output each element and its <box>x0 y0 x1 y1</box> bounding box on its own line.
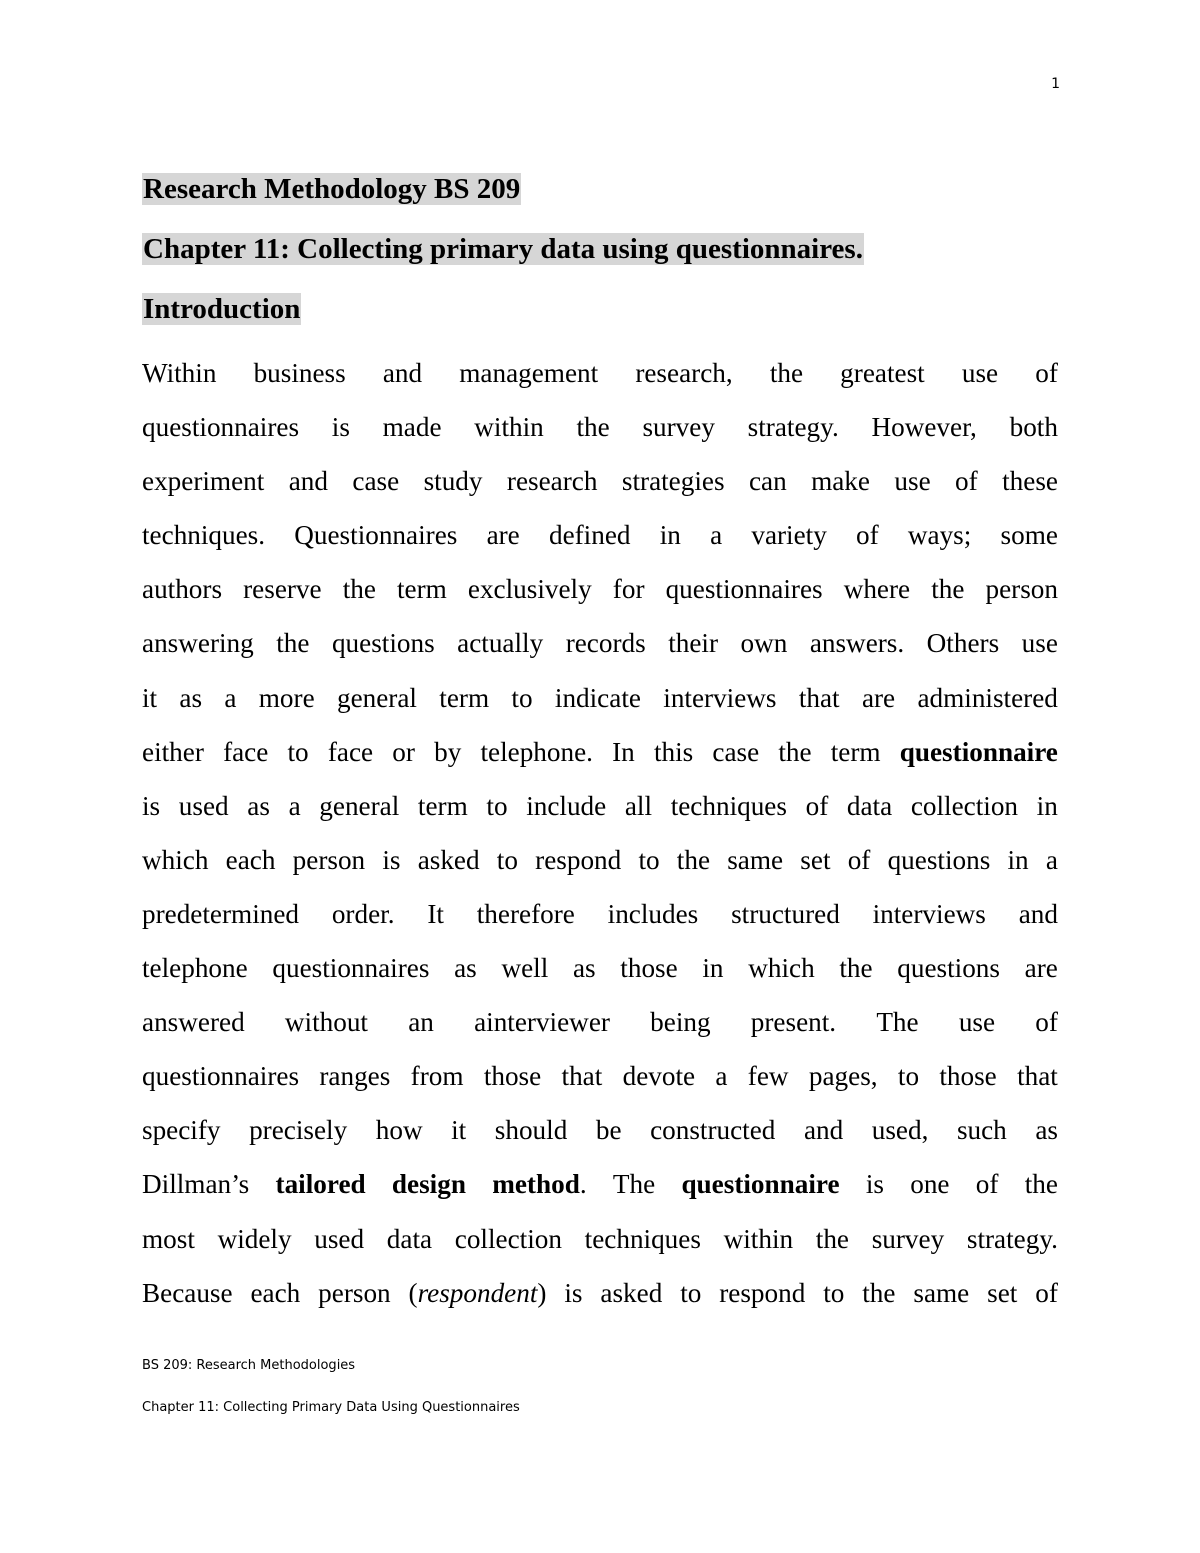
word: use <box>894 466 931 497</box>
word: experiment <box>142 466 265 497</box>
word: respond <box>719 1277 806 1308</box>
word: and <box>288 466 328 497</box>
word: However, <box>871 412 977 443</box>
word: by <box>434 736 462 767</box>
word: person <box>985 574 1058 605</box>
word: should <box>494 1115 568 1146</box>
word: collection <box>910 790 1019 821</box>
word: of <box>847 844 871 875</box>
word: use <box>1021 628 1058 659</box>
paragraph-line <box>142 562 1058 616</box>
word: Dillman’s <box>142 1169 250 1200</box>
word: administered <box>917 682 1058 713</box>
word: made <box>382 412 442 443</box>
word: interviews <box>663 682 777 713</box>
word: structured <box>731 898 840 929</box>
word: used <box>178 790 229 821</box>
course-heading <box>142 166 1058 212</box>
word: set <box>800 844 831 875</box>
word: term <box>830 736 881 767</box>
paragraph-line <box>142 1212 1058 1266</box>
word: face <box>223 736 269 767</box>
word: be <box>595 1115 622 1146</box>
paragraph-line <box>142 1266 1058 1320</box>
word: this <box>653 736 694 767</box>
word: to <box>486 790 508 821</box>
word: indicate <box>554 682 641 713</box>
paragraph-line <box>142 995 1058 1049</box>
word: survey <box>642 412 715 443</box>
word: In <box>612 736 635 767</box>
page-number: 1 <box>1051 76 1060 92</box>
word: that <box>561 1061 603 1092</box>
word: some <box>1000 520 1058 551</box>
word: a <box>224 682 237 713</box>
word: as <box>572 953 596 984</box>
word: asked <box>417 844 480 875</box>
word: such <box>956 1115 1007 1146</box>
word: those <box>939 1061 997 1092</box>
word: ainterviewer <box>474 1007 610 1038</box>
word: collection <box>454 1223 562 1254</box>
paragraph-line <box>142 454 1058 508</box>
word: questionnaires <box>142 412 300 443</box>
word: the <box>815 1223 849 1254</box>
word: survey <box>871 1223 945 1254</box>
word: It <box>427 898 444 929</box>
word: being <box>650 1007 711 1038</box>
section-title: Introduction <box>143 293 301 325</box>
word: the <box>276 628 310 659</box>
word: to <box>638 844 660 875</box>
word: questionnaire <box>681 1169 840 1200</box>
word: set <box>987 1277 1018 1308</box>
word: constructed <box>650 1115 776 1146</box>
word: where <box>843 574 911 605</box>
word: to <box>287 736 309 767</box>
word: in <box>1036 790 1058 821</box>
paragraph-line <box>142 887 1058 941</box>
word: telephone. <box>480 736 593 767</box>
word: predetermined <box>142 898 300 929</box>
word: or <box>392 736 415 767</box>
word: more <box>258 682 315 713</box>
word: the <box>839 953 873 984</box>
word: these <box>1002 466 1058 497</box>
paragraph-line <box>142 1157 1058 1211</box>
paragraph-line <box>142 671 1058 725</box>
word: telephone <box>142 953 248 984</box>
word: a <box>715 1061 728 1092</box>
word: of <box>975 1169 999 1200</box>
word: those <box>483 1061 542 1092</box>
word: both <box>1009 412 1058 443</box>
word: Others <box>926 628 1000 659</box>
footer-course: BS 209: Research Methodologies <box>142 1358 356 1373</box>
word: which <box>748 953 815 984</box>
word: that <box>798 682 840 713</box>
word: of <box>856 520 879 551</box>
word: all <box>624 790 653 821</box>
word: their <box>668 628 719 659</box>
word: of <box>1035 358 1058 388</box>
word: research <box>506 466 598 497</box>
word: The <box>612 1169 656 1200</box>
word: study <box>423 466 483 497</box>
word: a <box>288 790 301 821</box>
word: as <box>179 682 203 713</box>
word: to <box>897 1061 920 1092</box>
document-body <box>142 166 1058 1320</box>
word: (respondent) <box>408 1277 547 1308</box>
word: to <box>496 844 518 875</box>
word: techniques <box>670 790 787 821</box>
paragraph-line <box>142 508 1058 562</box>
word: that <box>1017 1061 1058 1092</box>
word: Because <box>142 1277 233 1308</box>
word: data <box>386 1223 433 1254</box>
word: each <box>225 844 276 875</box>
word: as <box>454 953 477 984</box>
word: the <box>576 412 610 443</box>
chapter-title: Chapter 11: Collecting primary data using questionnaires. <box>143 233 863 265</box>
word: the <box>931 574 965 605</box>
word: present. <box>750 1007 837 1038</box>
word: exclusively <box>467 574 592 605</box>
word: of <box>1035 1277 1058 1308</box>
word: a <box>710 520 723 551</box>
course-title: Research Methodology BS 209 <box>143 173 521 205</box>
word: can <box>748 466 787 497</box>
word: data <box>846 790 893 821</box>
word: which <box>142 844 209 875</box>
word: use <box>961 358 999 388</box>
word: make <box>811 466 870 497</box>
word: therefore <box>476 898 575 929</box>
word: devote <box>622 1061 696 1092</box>
word: as <box>1035 1115 1058 1146</box>
word: general <box>336 682 417 713</box>
word: actually <box>457 628 544 659</box>
word: in <box>702 953 724 984</box>
word: widely <box>217 1223 292 1254</box>
word: Within <box>142 358 217 388</box>
chapter-heading <box>142 226 1058 272</box>
word: and <box>1018 898 1058 929</box>
word: within <box>474 412 544 443</box>
word: include <box>526 790 607 821</box>
word: it <box>142 682 158 713</box>
word: term <box>417 790 468 821</box>
word: each <box>250 1277 301 1308</box>
word: the <box>342 574 376 605</box>
word: management <box>459 358 599 388</box>
word: pages, <box>808 1061 878 1092</box>
word: well <box>501 953 549 984</box>
word: is <box>865 1169 884 1200</box>
word: same <box>727 844 784 875</box>
word: specify <box>142 1115 221 1146</box>
word: answered <box>142 1007 245 1038</box>
word: ways; <box>907 520 972 551</box>
word: of <box>805 790 829 821</box>
introduction-paragraph <box>142 346 1058 1320</box>
word: answers. <box>809 628 905 659</box>
word: questionnaires <box>142 1061 300 1092</box>
word: term <box>439 682 490 713</box>
word: strategy. <box>747 412 839 443</box>
word: and <box>803 1115 844 1146</box>
word: used, <box>871 1115 929 1146</box>
word: in <box>659 520 681 551</box>
paragraph-line <box>142 616 1058 670</box>
word: questions <box>887 844 991 875</box>
word: one <box>910 1169 950 1200</box>
word: person <box>318 1277 391 1308</box>
word: questionnaires <box>272 953 430 984</box>
word: strategies <box>621 466 725 497</box>
word: few <box>747 1061 789 1092</box>
paragraph-line <box>142 1049 1058 1103</box>
word: and <box>382 358 423 388</box>
word: the <box>862 1277 896 1308</box>
word: in <box>1007 844 1029 875</box>
word: case <box>352 466 400 497</box>
word: questionnaires <box>665 574 823 605</box>
word: interviews <box>872 898 986 929</box>
word: reserve <box>243 574 322 605</box>
word: within <box>723 1223 794 1254</box>
word: to <box>511 682 533 713</box>
word: the <box>778 736 812 767</box>
word: person <box>292 844 366 875</box>
word: questions <box>331 628 435 659</box>
word: asked <box>600 1277 663 1308</box>
word: is <box>382 844 401 875</box>
word: authors <box>142 574 223 605</box>
paragraph-line <box>142 346 1058 400</box>
word: research, <box>635 358 733 388</box>
word: the <box>676 844 711 875</box>
word: to <box>680 1277 702 1308</box>
paragraph-line <box>142 400 1058 454</box>
word: how <box>375 1115 423 1146</box>
word: is <box>142 790 161 821</box>
word: own <box>740 628 788 659</box>
word: questionnaire <box>899 736 1058 767</box>
word: the <box>769 358 804 388</box>
paragraph-line <box>142 941 1058 995</box>
word: business <box>253 358 346 388</box>
word: a <box>1045 844 1058 875</box>
word: case <box>712 736 760 767</box>
word: tailored <box>275 1169 366 1200</box>
word: as <box>247 790 270 821</box>
paragraph-line <box>142 779 1058 833</box>
word: an <box>408 1007 434 1038</box>
word: general <box>319 790 400 821</box>
word: those <box>620 953 678 984</box>
word: are <box>486 520 520 551</box>
word: either <box>142 736 204 767</box>
word: techniques. <box>142 520 266 551</box>
paragraph-line <box>142 725 1058 779</box>
word: same <box>913 1277 970 1308</box>
word: the <box>1024 1169 1058 1200</box>
word: variety <box>751 520 827 551</box>
paragraph-line <box>142 1103 1058 1157</box>
word: includes <box>607 898 699 929</box>
paragraph-line <box>142 833 1058 887</box>
word: to <box>823 1277 845 1308</box>
word: Questionnaires <box>294 520 458 551</box>
word: term <box>396 574 447 605</box>
word: is <box>331 412 350 443</box>
word: order. <box>331 898 395 929</box>
word: used <box>314 1223 365 1254</box>
word: records <box>565 628 646 659</box>
word: face <box>327 736 374 767</box>
word: method. <box>492 1169 587 1200</box>
word: precisely <box>249 1115 348 1146</box>
word: from <box>410 1061 464 1092</box>
word: is <box>564 1277 583 1308</box>
word: The <box>876 1007 919 1038</box>
word: ranges <box>319 1061 391 1092</box>
word: for <box>612 574 645 605</box>
word: without <box>284 1007 368 1038</box>
word: strategy. <box>966 1223 1058 1254</box>
footer-chapter: Chapter 11: Collecting Primary Data Using Questionnaires <box>142 1400 520 1415</box>
word: defined <box>548 520 631 551</box>
word: techniques <box>584 1223 701 1254</box>
word: it <box>451 1115 467 1146</box>
word: answering <box>142 628 254 659</box>
word: most <box>142 1223 195 1254</box>
section-heading <box>142 286 1058 332</box>
word: are <box>1024 953 1058 984</box>
word: use <box>958 1007 996 1038</box>
word: of <box>955 466 978 497</box>
word: are <box>861 682 896 713</box>
word: greatest <box>840 358 925 388</box>
word: questions <box>897 953 1000 984</box>
word: of <box>1035 1007 1058 1038</box>
word: design <box>391 1169 466 1200</box>
word: respond <box>535 844 622 875</box>
